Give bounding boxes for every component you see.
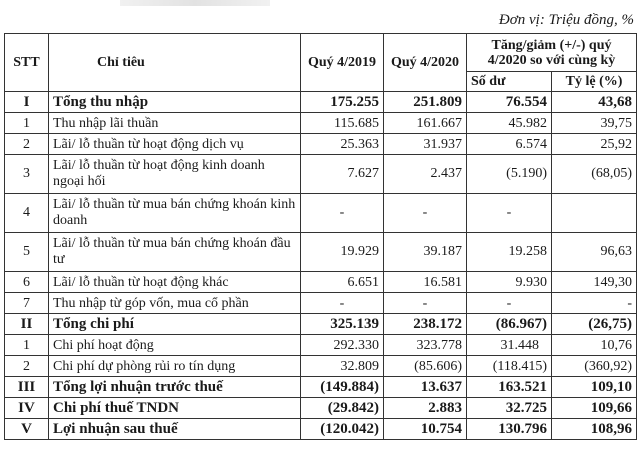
- row-tyle: (68,05): [552, 155, 637, 194]
- row-q2019: -: [301, 293, 384, 314]
- row-name: Thu nhập từ góp vốn, mua cổ phần: [49, 293, 301, 314]
- row-tyle: 10,76: [552, 335, 637, 356]
- row-stt: 4: [5, 194, 49, 233]
- row-q2020: -: [384, 194, 467, 233]
- row-stt: 3: [5, 155, 49, 194]
- row-stt: 1: [5, 113, 49, 134]
- row-name: Chi phí dự phòng rủi ro tín dụng: [49, 356, 301, 377]
- row-q2020: 2.437: [384, 155, 467, 194]
- row-stt: I: [5, 92, 49, 113]
- table-row: [5, 293, 637, 314]
- row-sodu: (5.190): [467, 155, 552, 194]
- row-tyle: [552, 194, 637, 233]
- row-tyle: 109,66: [552, 398, 637, 419]
- row-q2019: (29.842): [301, 398, 384, 419]
- table-row: [5, 92, 637, 113]
- row-sodu: 130.796: [467, 419, 552, 440]
- row-sodu: 6.574: [467, 134, 552, 155]
- row-sodu: -: [467, 293, 552, 314]
- row-tyle: 96,63: [552, 233, 637, 272]
- table-row: [5, 398, 637, 419]
- row-sodu: 31.448: [467, 335, 552, 356]
- row-q2020: 13.637: [384, 377, 467, 398]
- header-chitieu: Chỉ tiêu: [49, 34, 301, 92]
- row-sodu: 76.554: [467, 92, 552, 113]
- row-sodu: 9.930: [467, 272, 552, 293]
- row-name: Lãi/ lỗ thuần từ hoạt động kinh doanh ngoại hối: [49, 155, 301, 194]
- row-q2019: 6.651: [301, 272, 384, 293]
- row-stt: IV: [5, 398, 49, 419]
- row-q2019: 175.255: [301, 92, 384, 113]
- header-change: Tăng/giảm (+/-) quý 4/2020 so với cùng kỳ: [467, 34, 637, 72]
- row-tyle: (360,92): [552, 356, 637, 377]
- row-name: Lợi nhuận sau thuế: [49, 419, 301, 440]
- unit-note: Đơn vị: Triệu đồng, %: [498, 12, 634, 28]
- header-q2019: Quý 4/2019: [301, 34, 384, 92]
- table-body: [5, 92, 637, 440]
- row-q2019: -: [301, 194, 384, 233]
- row-q2020: 10.754: [384, 419, 467, 440]
- row-tyle: -: [552, 293, 637, 314]
- row-sodu: (118.415): [467, 356, 552, 377]
- row-q2019: 25.363: [301, 134, 384, 155]
- table-row: [5, 272, 637, 293]
- row-sodu: -: [467, 194, 552, 233]
- row-sodu: 32.725: [467, 398, 552, 419]
- row-q2019: 32.809: [301, 356, 384, 377]
- row-stt: III: [5, 377, 49, 398]
- row-name: Tổng chi phí: [49, 314, 301, 335]
- row-tyle: (26,75): [552, 314, 637, 335]
- row-stt: 7: [5, 293, 49, 314]
- row-q2019: (149.884): [301, 377, 384, 398]
- income-table: [4, 33, 637, 440]
- row-tyle: 43,68: [552, 92, 637, 113]
- row-tyle: 108,96: [552, 419, 637, 440]
- table-row: [5, 134, 637, 155]
- row-name: Lãi/ lỗ thuần từ hoạt động dịch vụ: [49, 134, 301, 155]
- header-sodu: Số dư: [467, 72, 552, 92]
- row-q2020: 31.937: [384, 134, 467, 155]
- row-q2019: (120.042): [301, 419, 384, 440]
- row-stt: 5: [5, 233, 49, 272]
- row-sodu: (86.967): [467, 314, 552, 335]
- row-sodu: 19.258: [467, 233, 552, 272]
- row-sodu: 45.982: [467, 113, 552, 134]
- row-q2019: 115.685: [301, 113, 384, 134]
- row-name: Lãi/ lỗ thuần từ mua bán chứng khoán kinh doanh: [49, 194, 301, 233]
- table-row: [5, 233, 637, 272]
- header-stt: STT: [5, 34, 49, 92]
- row-tyle: 39,75: [552, 113, 637, 134]
- row-name: Lãi/ lỗ thuần từ mua bán chứng khoán đầu tư: [49, 233, 301, 272]
- row-q2020: 323.778: [384, 335, 467, 356]
- row-q2019: 7.627: [301, 155, 384, 194]
- table-row: [5, 113, 637, 134]
- row-name: Tổng thu nhập: [49, 92, 301, 113]
- row-stt: 2: [5, 356, 49, 377]
- row-stt: 1: [5, 335, 49, 356]
- row-name: Lãi/ lỗ thuần từ hoạt động khác: [49, 272, 301, 293]
- table-row: [5, 377, 637, 398]
- row-q2019: 325.139: [301, 314, 384, 335]
- header-tyle: Tỷ lệ (%): [552, 72, 637, 92]
- row-q2020: -: [384, 293, 467, 314]
- row-tyle: 25,92: [552, 134, 637, 155]
- row-name: Chi phí hoạt động: [49, 335, 301, 356]
- row-tyle: 149,30: [552, 272, 637, 293]
- table-row: [5, 314, 637, 335]
- header-q2020: Quý 4/2020: [384, 34, 467, 92]
- row-name: Tổng lợi nhuận trước thuế: [49, 377, 301, 398]
- table-row: [5, 335, 637, 356]
- row-q2020: 16.581: [384, 272, 467, 293]
- row-q2019: 292.330: [301, 335, 384, 356]
- row-stt: 2: [5, 134, 49, 155]
- row-q2020: 238.172: [384, 314, 467, 335]
- row-q2020: 2.883: [384, 398, 467, 419]
- table-row: [5, 419, 637, 440]
- row-sodu: 163.521: [467, 377, 552, 398]
- table-row: [5, 356, 637, 377]
- row-q2019: 19.929: [301, 233, 384, 272]
- row-q2020: (85.606): [384, 356, 467, 377]
- row-stt: 6: [5, 272, 49, 293]
- table-row: [5, 194, 637, 233]
- scan-artifact: [120, 0, 270, 6]
- row-stt: V: [5, 419, 49, 440]
- row-name: Chi phí thuế TNDN: [49, 398, 301, 419]
- row-q2020: 161.667: [384, 113, 467, 134]
- row-q2020: 39.187: [384, 233, 467, 272]
- table-row: [5, 155, 637, 194]
- row-stt: II: [5, 314, 49, 335]
- row-q2020: 251.809: [384, 92, 467, 113]
- row-name: Thu nhập lãi thuần: [49, 113, 301, 134]
- row-tyle: 109,10: [552, 377, 637, 398]
